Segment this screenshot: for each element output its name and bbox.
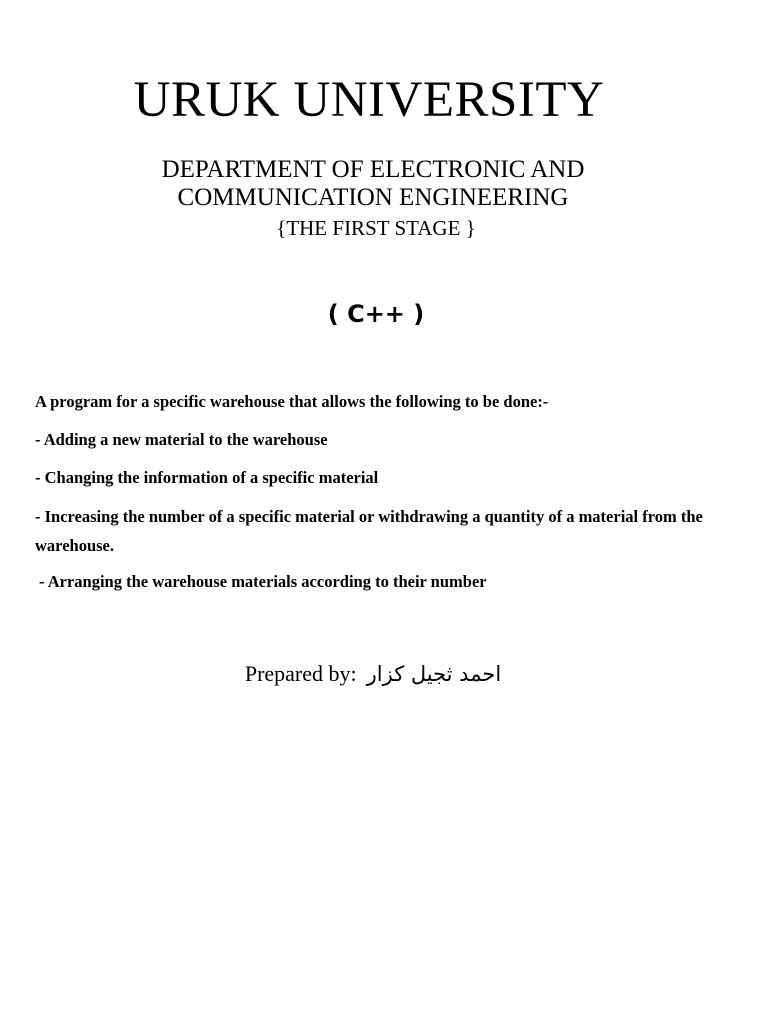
feature-item-arrange: - Arranging the warehouse materials according to their number (39, 572, 487, 591)
department-line-2: COMMUNICATION ENGINEERING (177, 184, 569, 211)
feature-item-add: - Adding a new material to the warehouse (35, 430, 328, 449)
author-name: احمد ثجيل كزار (366, 662, 502, 686)
language-label: ( C++ ) (327, 300, 425, 328)
department-title (0, 156, 746, 212)
prepared-by (0, 656, 746, 692)
university-title: URUK UNIVERSITY (133, 72, 605, 128)
department-line-1: DEPARTMENT OF ELECTRONIC AND (161, 156, 585, 183)
prepared-by-label: Prepared by: (244, 661, 357, 686)
stage-label: {THE FIRST STAGE } (276, 216, 476, 240)
feature-item-increase-withdraw: - Increasing the number of a specific material or withdrawing a quantity of a material from the warehouse. (35, 507, 703, 555)
feature-item-change: - Changing the information of a specific material (35, 468, 379, 487)
program-description (35, 388, 725, 606)
description-intro: A program for a specific warehouse that allows the following to be done:- (35, 392, 549, 411)
